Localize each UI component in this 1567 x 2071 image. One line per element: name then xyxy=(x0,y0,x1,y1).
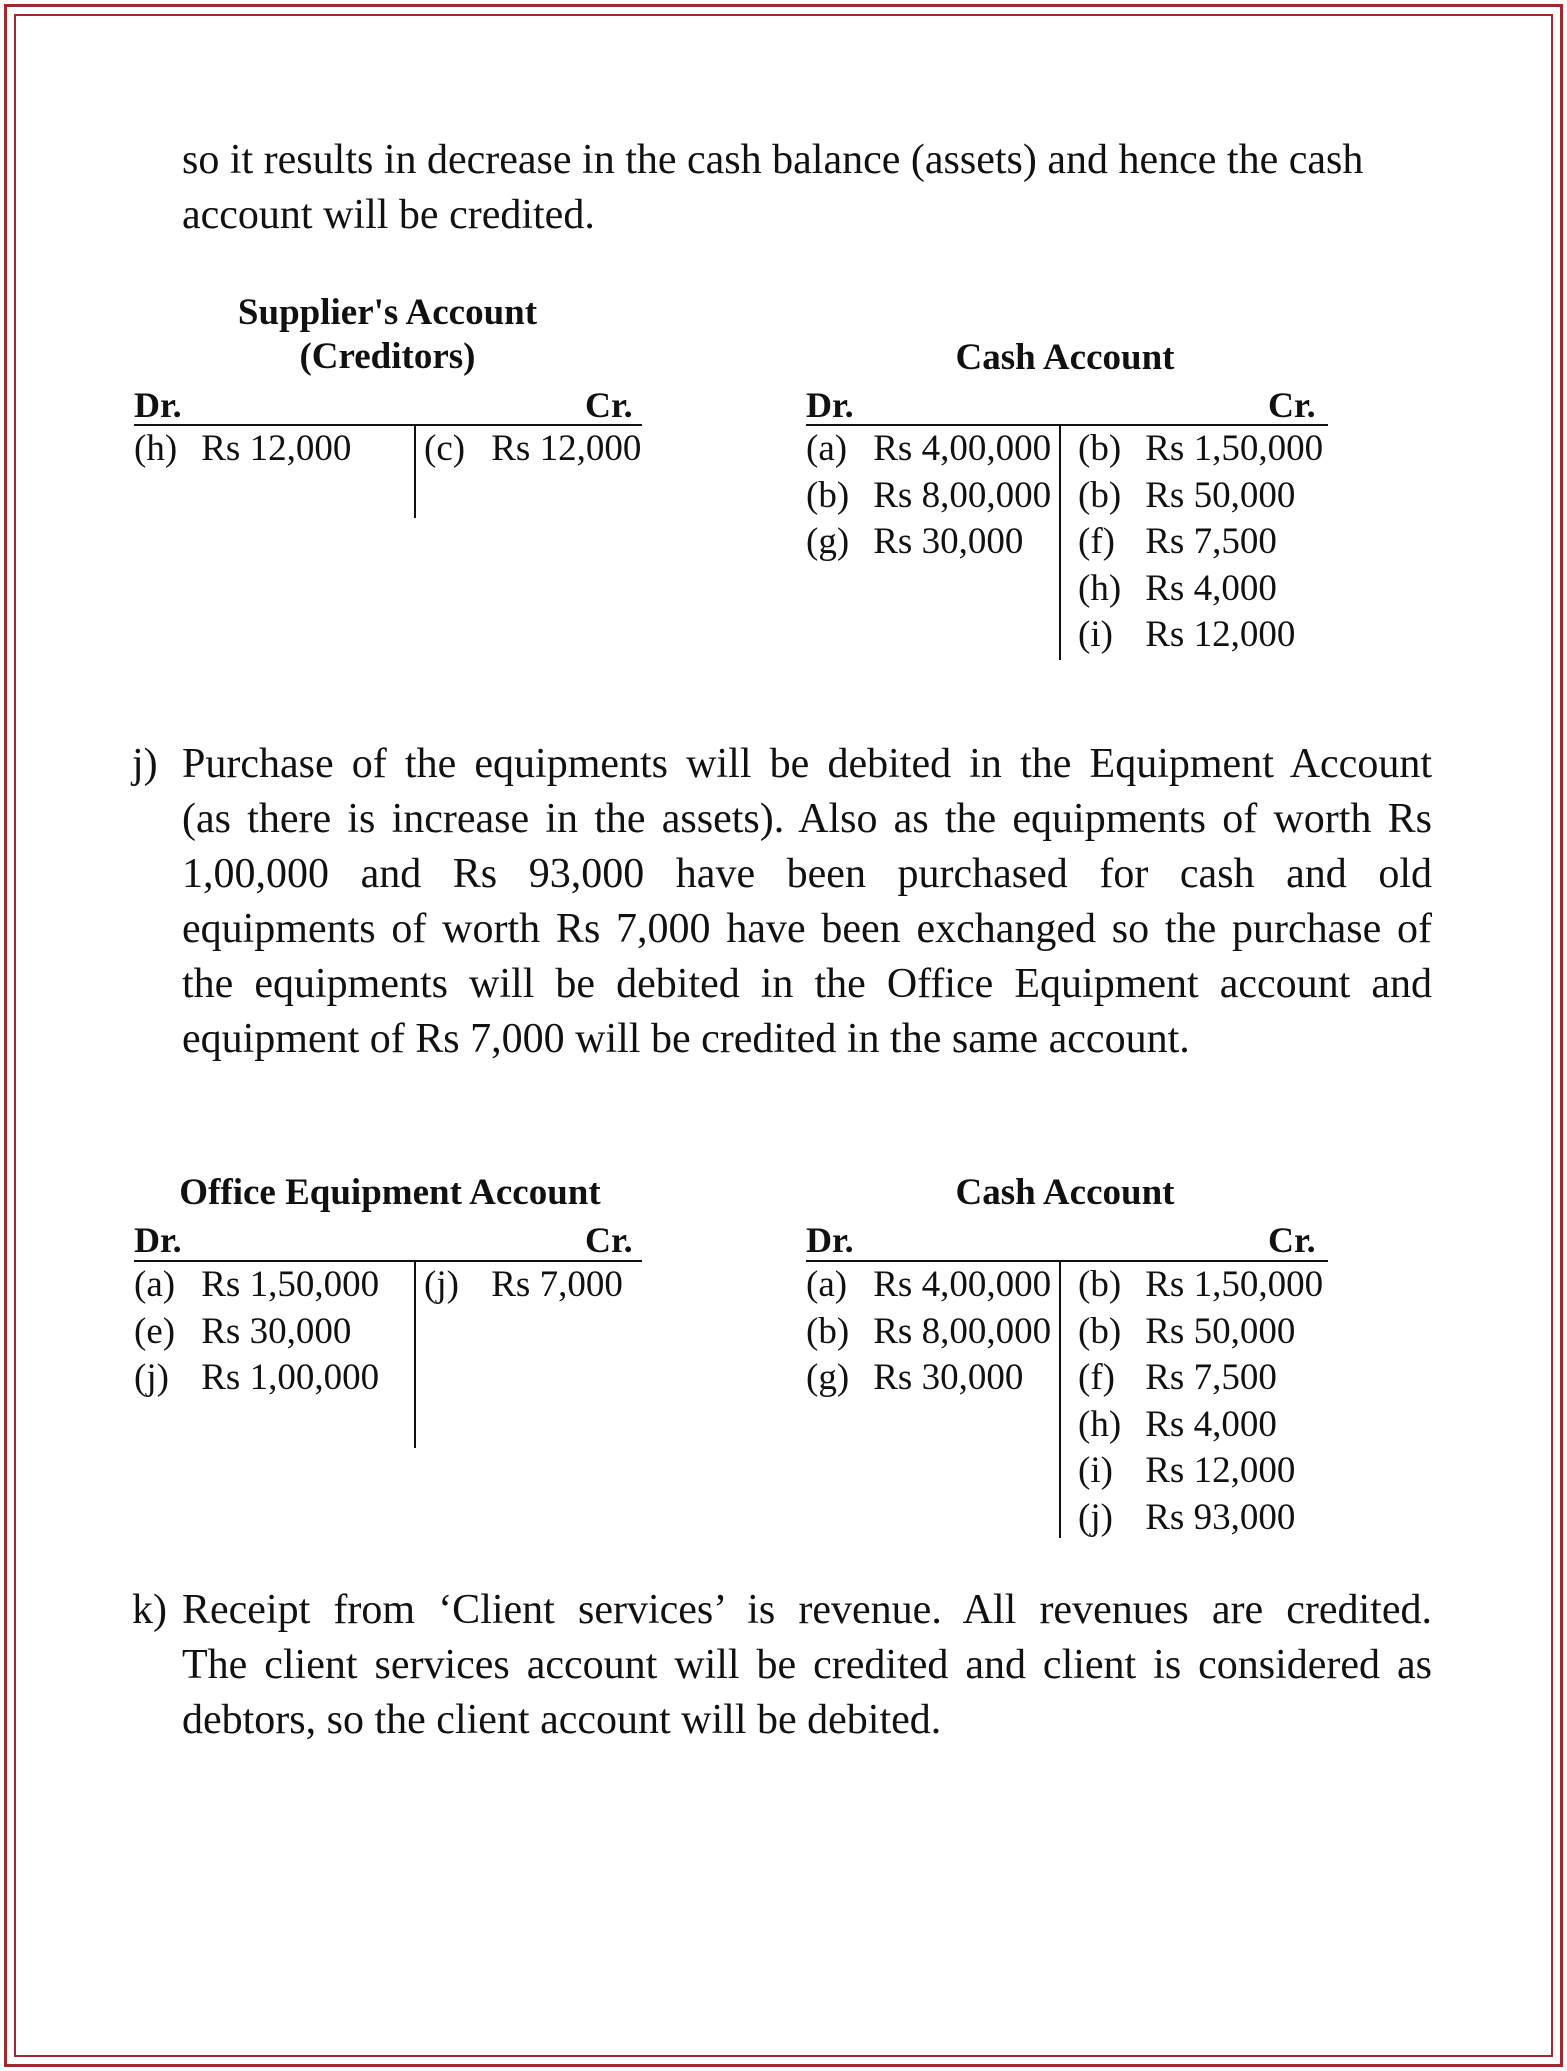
ledger-entry xyxy=(424,426,641,473)
ledger-entry-amount: Rs 8,00,000 xyxy=(864,1310,1052,1352)
cash-1-divider xyxy=(1059,424,1061,660)
ledger-entry xyxy=(1078,426,1323,473)
cash-2-dr-label: Dr. xyxy=(806,1220,854,1260)
ledger-entry-label: (h) xyxy=(1078,567,1122,609)
ledger-entry xyxy=(134,1262,379,1309)
ledger-entry-label: (j) xyxy=(134,1357,169,1398)
ledger-entry-label: (b) xyxy=(1078,1310,1122,1352)
item-k-label: k) xyxy=(132,1587,167,1633)
ledger-entry-amount: Rs 7,500 xyxy=(1136,1357,1277,1398)
ledger-entry-amount: Rs 8,00,000 xyxy=(864,474,1052,516)
ledger-entry-label: (i) xyxy=(1078,614,1113,655)
ledger-entry-amount: Rs 4,00,000 xyxy=(864,428,1052,469)
ledger-entry xyxy=(806,1262,1051,1309)
ledger-entry-label: (j) xyxy=(1078,1496,1113,1538)
ledger-entry-label: (b) xyxy=(1078,428,1122,469)
ledger-entry-amount: Rs 1,50,000 xyxy=(1136,1264,1324,1305)
paragraph-line: Receipt from ‘Client services’ is revenue. All revenues are credited. xyxy=(182,1587,1432,1633)
ledger-entry xyxy=(1078,612,1323,659)
cash-2-debit-column xyxy=(806,1262,1051,1402)
ledger-entry xyxy=(1078,1448,1323,1495)
suppliers-debit-column xyxy=(134,426,351,473)
ledger-entry-amount: Rs 93,000 xyxy=(1136,1496,1296,1538)
ledger-entry-label: (b) xyxy=(1078,1264,1122,1305)
ledger-entry-amount: Rs 30,000 xyxy=(864,521,1024,562)
item-k-paragraph xyxy=(132,1583,1432,1748)
ledger-entry-amount: Rs 4,000 xyxy=(1136,567,1277,609)
cash-2-cr-label: Cr. xyxy=(1268,1220,1316,1260)
office-equipment-dr-label: Dr. xyxy=(134,1220,182,1260)
cash-2-credit-column xyxy=(1078,1262,1323,1541)
ledger-entry xyxy=(1078,1355,1323,1402)
ledger-entry-amount: Rs 50,000 xyxy=(1136,474,1296,516)
paragraph-line: Purchase of the equipments will be debited in the Equipment Account xyxy=(182,741,1432,787)
ledger-entry xyxy=(1078,1495,1323,1542)
ledger-entry xyxy=(424,1262,623,1309)
ledger-entry xyxy=(134,426,351,473)
intro-line-1: so it results in decrease in the cash balance (assets) and hence the cash xyxy=(182,137,1364,183)
office-equipment-credit-column xyxy=(424,1262,623,1309)
ledger-entry xyxy=(806,426,1051,473)
ledger-entry xyxy=(1078,1402,1323,1449)
paragraph-line: (as there is increase in the assets). Also as the equipments of worth Rs xyxy=(182,796,1432,842)
paragraph-line: equipments of worth Rs 7,000 have been exchanged so the purchase of xyxy=(182,906,1432,952)
ledger-entry xyxy=(806,1309,1051,1356)
ledger-entry-amount: Rs 12,000 xyxy=(1136,614,1296,655)
office-equipment-debit-column xyxy=(134,1262,379,1402)
ledger-entry-label: (h) xyxy=(1078,1403,1122,1445)
ledger-entry xyxy=(806,473,1051,520)
suppliers-account-title-line1: Supplier's Account xyxy=(237,292,538,333)
cash-1-dr-label: Dr. xyxy=(806,385,854,425)
ledger-entry-label: (c) xyxy=(424,428,466,469)
cash-1-debit-column xyxy=(806,426,1051,566)
ledger-entry xyxy=(1078,1262,1323,1309)
intro-paragraph xyxy=(182,133,1432,243)
ledger-entry-amount: Rs 30,000 xyxy=(192,1310,352,1352)
cash-1-cr-label: Cr. xyxy=(1268,385,1316,425)
ledger-entry xyxy=(806,1355,1051,1402)
ledger-entry-amount: Rs 12,000 xyxy=(192,428,352,469)
ledger-entry xyxy=(1078,473,1323,520)
suppliers-dr-label: Dr. xyxy=(134,385,182,425)
ledger-entry-amount: Rs 7,500 xyxy=(1136,521,1277,562)
ledger-entry-label: (a) xyxy=(806,1264,848,1305)
ledger-entry xyxy=(806,519,1051,566)
suppliers-credit-column xyxy=(424,426,641,473)
ledger-entry-label: (f) xyxy=(1078,521,1115,562)
ledger-entry-amount: Rs 1,50,000 xyxy=(192,1264,380,1305)
paragraph-line: The client services account will be credited and client is considered as xyxy=(182,1642,1432,1688)
ledger-entry-amount: Rs 1,50,000 xyxy=(1136,428,1324,469)
ledger-entry-amount: Rs 12,000 xyxy=(1136,1450,1296,1491)
suppliers-divider xyxy=(414,424,416,518)
office-equipment-title: Office Equipment Account xyxy=(179,1172,601,1213)
paragraph-line: 1,00,000 and Rs 93,000 have been purchased for cash and old xyxy=(182,851,1432,897)
cash-1-credit-column xyxy=(1078,426,1323,659)
suppliers-account-title-line2: (Creditors) xyxy=(299,336,476,377)
ledger-entry-label: (g) xyxy=(806,1357,850,1398)
ledger-entry-label: (f) xyxy=(1078,1357,1115,1398)
ledger-entry-label: (a) xyxy=(806,428,848,469)
cash-account-1-title: Cash Account xyxy=(955,337,1175,378)
item-j-label: j) xyxy=(132,741,158,787)
office-equipment-cr-label: Cr. xyxy=(585,1220,633,1260)
ledger-entry-amount: Rs 50,000 xyxy=(1136,1310,1296,1352)
ledger-entry-label: (h) xyxy=(134,428,178,469)
ledger-entry-label: (b) xyxy=(1078,474,1122,516)
ledger-entry xyxy=(134,1309,379,1356)
suppliers-cr-label: Cr. xyxy=(585,385,633,425)
ledger-entry-label: (b) xyxy=(806,1310,850,1352)
cash-2-divider xyxy=(1059,1260,1061,1538)
ledger-entry xyxy=(1078,519,1323,566)
item-k-text xyxy=(182,1583,1432,1748)
ledger-entry-label: (a) xyxy=(134,1264,176,1305)
ledger-entry-amount: Rs 12,000 xyxy=(482,428,642,469)
ledger-entry xyxy=(1078,566,1323,613)
ledger-entry-label: (i) xyxy=(1078,1450,1113,1491)
ledger-entry-amount: Rs 7,000 xyxy=(482,1264,623,1305)
ledger-entry-label: (j) xyxy=(424,1264,459,1305)
ledger-entry-label: (e) xyxy=(134,1310,176,1352)
item-j-text xyxy=(182,737,1432,1067)
paragraph-line: the equipments will be debited in the Office Equipment account and xyxy=(182,961,1432,1007)
ledger-entry-label: (b) xyxy=(806,474,850,516)
intro-line-2: account will be credited. xyxy=(182,192,595,238)
paragraph-line: debtors, so the client account will be debited. xyxy=(182,1697,942,1743)
paragraph-line: equipment of Rs 7,000 will be credited in the same account. xyxy=(182,1016,1190,1062)
item-j-paragraph xyxy=(132,737,1432,1067)
ledger-entry-amount: Rs 4,000 xyxy=(1136,1403,1277,1445)
office-equipment-divider xyxy=(414,1260,416,1448)
ledger-entry-amount: Rs 1,00,000 xyxy=(192,1357,380,1398)
ledger-entry xyxy=(1078,1309,1323,1356)
ledger-entry-amount: Rs 4,00,000 xyxy=(864,1264,1052,1305)
ledger-entry-label: (g) xyxy=(806,521,850,562)
ledger-entry xyxy=(134,1355,379,1402)
cash-account-2-title: Cash Account xyxy=(955,1172,1175,1213)
ledger-entry-amount: Rs 30,000 xyxy=(864,1357,1024,1398)
suppliers-account-title xyxy=(200,291,575,379)
